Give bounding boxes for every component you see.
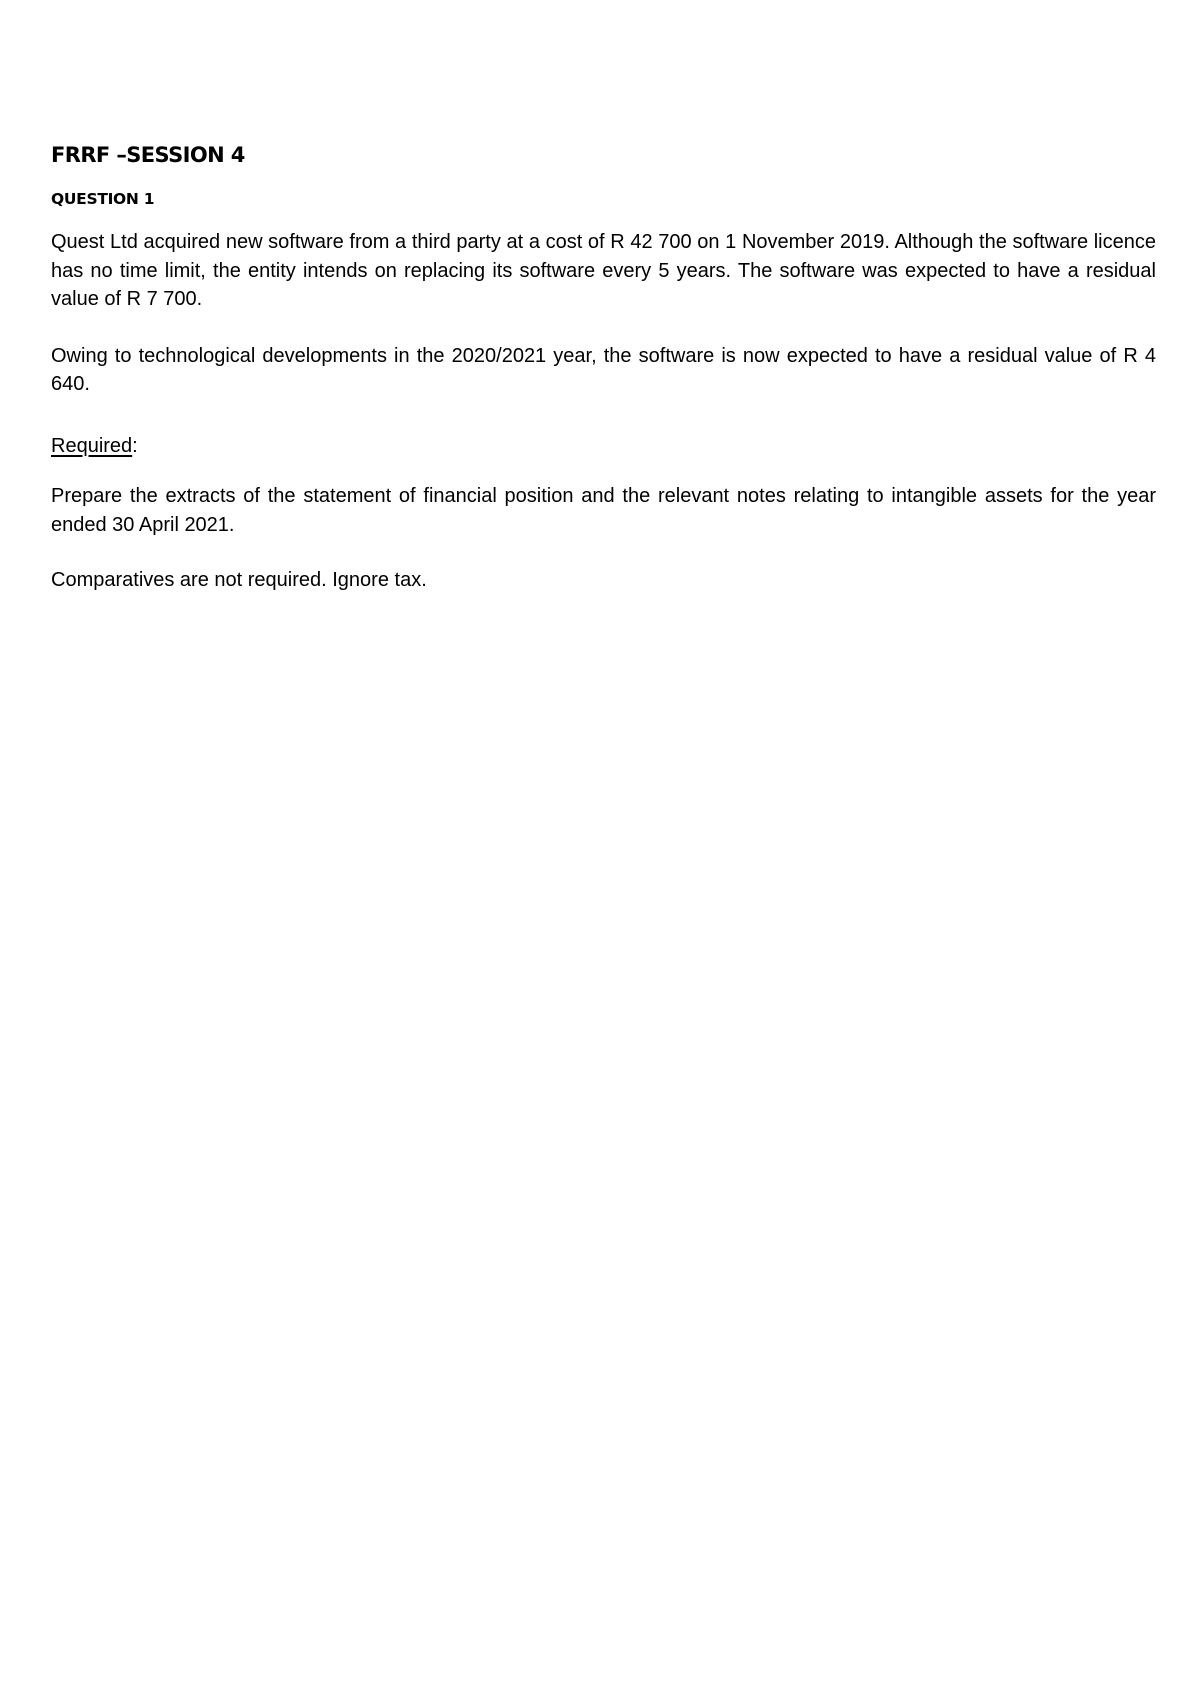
- question-paragraph-1: Quest Ltd acquired new software from a third party at a cost of R 42 700 on 1 November 2019. Although the software licence has no time limit, the entity intends on replacing its software every 5 years. The software was expected to have a residual value of R 7 700.: [51, 231, 1156, 310]
- question-paragraph-3: Prepare the extracts of the statement of financial position and the relevant notes relating to intangible assets for the year ended 30 April 2021.: [51, 485, 1156, 536]
- required-heading: [51, 432, 1156, 461]
- required-label: Required: [51, 434, 133, 457]
- question-title: QUESTION 1: [51, 190, 155, 208]
- question-paragraph-4: Comparatives are not required. Ignore tax.: [51, 569, 427, 591]
- document-content: [51, 140, 1156, 595]
- required-colon: :: [132, 434, 138, 457]
- session-title: FRRF –SESSION 4: [51, 143, 245, 167]
- question-paragraph-2: Owing to technological developments in the 2020/2021 year, the software is now expected to have a residual value of R 4 640.: [51, 344, 1156, 395]
